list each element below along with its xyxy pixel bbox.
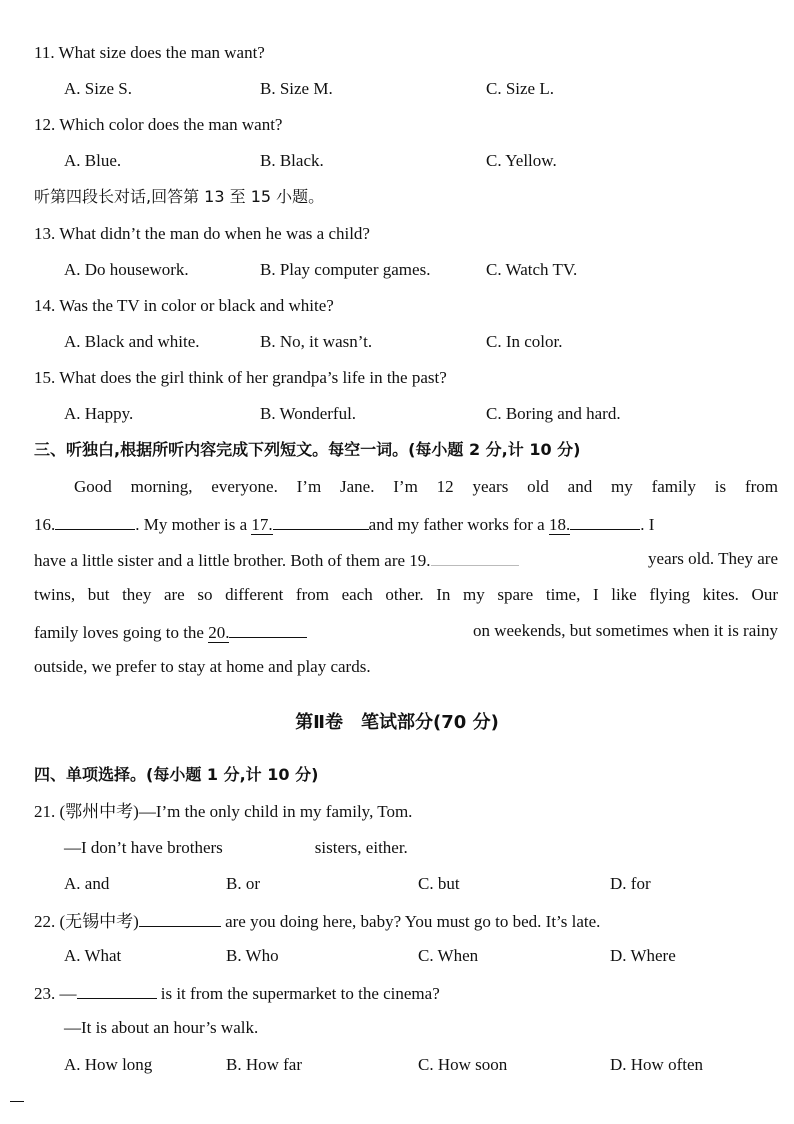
option-c: C. How soon	[418, 1055, 508, 1074]
question-text: is it from the supermarket to the cinema?	[160, 984, 440, 1003]
blank-19[interactable]	[431, 547, 519, 566]
option-c: C. When	[418, 946, 479, 965]
blank-22[interactable]	[139, 908, 221, 927]
dialogue-text: —I don’t have brothers	[64, 838, 223, 857]
passage-line-6: outside, we prefer to stay at home and play cards.	[34, 657, 371, 676]
question-11-options	[64, 77, 784, 101]
blank-20[interactable]	[229, 619, 307, 638]
section-instruction: 听第四段长对话,回答第 13 至 15 小题。	[34, 187, 325, 206]
blank-18[interactable]	[570, 511, 640, 530]
passage-line-4: twins, but they are so different from each other. In my spare time, I like flying kites. Our	[34, 585, 778, 604]
option-b: B. Black.	[260, 151, 324, 170]
question-14-options	[64, 330, 784, 354]
question-23-options	[64, 1053, 784, 1077]
passage-line-5	[34, 619, 778, 645]
option-a: A. What	[64, 946, 122, 965]
option-c: C. Yellow.	[486, 151, 557, 170]
option-b: B. Who	[226, 946, 279, 965]
passage-text: on weekends, but sometimes when it is rainy	[472, 621, 778, 640]
option-b: B. or	[226, 874, 260, 893]
option-b: B. How far	[226, 1055, 303, 1074]
question-15-options	[64, 402, 784, 426]
question-21-line-2	[64, 836, 408, 860]
question-15: 15. What does the girl think of her grandpa’s life in the past?	[34, 368, 447, 387]
blank-23[interactable]	[77, 980, 157, 999]
option-c: C. but	[418, 874, 460, 893]
option-a: A. Happy.	[64, 404, 134, 423]
volume-2-title: 第Ⅱ卷 笔试部分(70 分)	[295, 712, 499, 733]
passage-text: family loves going to the	[34, 623, 204, 642]
page-corner-mark	[10, 1101, 24, 1102]
option-c: C. In color.	[486, 332, 563, 351]
question-22	[34, 908, 600, 934]
option-a: A. How long	[64, 1055, 153, 1074]
option-a: A. Blue.	[64, 151, 122, 170]
option-c: C. Watch TV.	[486, 260, 578, 279]
question-21: 21. (鄂州中考)—I’m the only child in my family, Tom.	[34, 802, 413, 821]
question-11: 11. What size does the man want?	[34, 43, 265, 62]
option-a: A. Do housework.	[64, 260, 189, 279]
option-a: A. Size S.	[64, 79, 132, 98]
option-b: B. Wonderful.	[260, 404, 357, 423]
passage-text: years old. They are	[648, 549, 778, 568]
option-d: D. for	[610, 874, 651, 893]
question-14: 14. Was the TV in color or black and white?	[34, 296, 334, 315]
part-3-heading: 三、听独白,根据所听内容完成下列短文。每空一词。(每小题 2 分,计 10 分)	[34, 440, 581, 459]
blank-16[interactable]	[55, 511, 135, 530]
question-12: 12. Which color does the man want?	[34, 115, 283, 134]
passage-text: . I	[640, 515, 655, 534]
question-21-options	[64, 872, 784, 896]
option-d: D. How often	[610, 1055, 704, 1074]
passage-text: . My mother is a	[135, 515, 248, 534]
passage-line-3	[34, 547, 778, 573]
question-23-line-2: —It is about an hour’s walk.	[64, 1018, 259, 1037]
question-text: are you doing here, baby? You must go to bed. It’s late.	[225, 912, 601, 931]
option-a: A. Black and white.	[64, 332, 200, 351]
question-23	[34, 980, 440, 1006]
question-12-options	[64, 149, 784, 173]
blank-number-16: 16.	[34, 515, 56, 534]
option-c: C. Boring and hard.	[486, 404, 621, 423]
passage-line-1: Good morning, everyone. I’m Jane. I’m 12 years old and my family is from	[74, 477, 778, 496]
option-d: D. Where	[610, 946, 676, 965]
dialogue-text: sisters, either.	[314, 838, 408, 857]
blank-17[interactable]	[273, 511, 369, 530]
question-13: 13. What didn’t the man do when he was a child?	[34, 224, 370, 243]
option-a: A. and	[64, 874, 110, 893]
passage-text: and my father works for a	[368, 515, 545, 534]
blank-number-20: 20.	[208, 623, 230, 642]
option-b: B. Size M.	[260, 79, 333, 98]
option-b: B. Play computer games.	[260, 260, 431, 279]
option-b: B. No, it wasn’t.	[260, 332, 373, 351]
part-4-heading: 四、单项选择。(每小题 1 分,计 10 分)	[34, 765, 319, 784]
passage-line-2	[34, 511, 778, 537]
blank-number-17: 17.	[251, 515, 273, 534]
passage-text: have a little sister and a little brother. Both of them are 19.	[34, 551, 431, 570]
question-prefix: 23. —	[34, 984, 77, 1003]
question-22-options	[64, 944, 784, 968]
question-13-options	[64, 258, 784, 282]
option-c: C. Size L.	[486, 79, 554, 98]
blank-number-18: 18.	[548, 515, 571, 534]
question-prefix: 22. (无锡中考)	[34, 912, 139, 931]
